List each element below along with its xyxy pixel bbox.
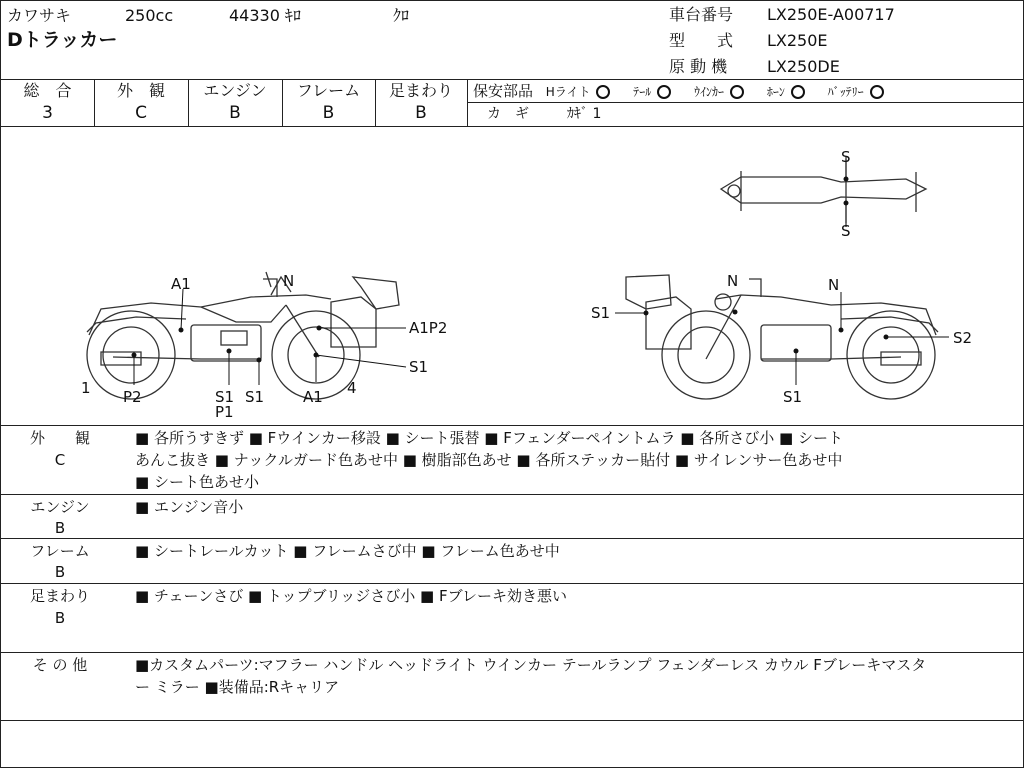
leader-lines [134, 159, 949, 385]
mark-n-front: N [727, 272, 739, 290]
mark-1: 1 [81, 379, 91, 397]
mark-p1: P1 [215, 403, 234, 421]
mark-s1-right: S1 [409, 358, 429, 376]
frame-no: LX250E-A00717 [767, 5, 895, 24]
remark-frame-label: フレーム [30, 542, 90, 560]
mark-4: 4 [347, 379, 357, 397]
frame-grade: B [322, 103, 335, 123]
remark-exterior-label: 外 観 [29, 429, 90, 447]
remark-exterior-grade: C [54, 451, 66, 469]
divider [1, 79, 1023, 80]
headlight-label: Hライト [545, 85, 591, 99]
mark-p2: P2 [123, 388, 142, 406]
damage-diagram [1, 127, 1023, 425]
remark-suspension-label: 足まわり [29, 587, 90, 605]
remark-engine-grade: B [54, 519, 66, 537]
engine-label: 原 動 機 [669, 57, 728, 76]
mark-s1-a: S1 [215, 388, 235, 406]
mark-s1-cowl: S1 [591, 304, 611, 322]
color: ｸﾛ [393, 6, 410, 25]
suspension-grade-label: 足まわり [388, 81, 453, 100]
exterior-label: 外 観 [116, 81, 165, 100]
damage-markers [132, 177, 889, 363]
exterior-grade: C [135, 103, 147, 123]
frame-no-label: 車台番号 [669, 5, 734, 24]
suspension-grade: B [415, 103, 427, 123]
mark-n-left: N [283, 272, 295, 290]
headlight-ok-icon [596, 85, 610, 99]
remark-frame-grade: B [54, 563, 66, 581]
mark-a1-bottom: A1 [303, 388, 323, 406]
remark-exterior-line3: ■ シート色あせ小 [135, 473, 259, 491]
type-value: LX250E [767, 31, 828, 50]
remark-suspension-line1: ■ チェーンさび ■ トップブリッジさび小 ■ Fブレーキ効き悪い [135, 587, 567, 605]
mark-a1p2: A1P2 [409, 319, 448, 337]
mark-a1-top: A1 [171, 275, 191, 293]
frame-grade-label: フレーム [296, 81, 361, 100]
mileage: 44330 ｷﾛ [229, 6, 301, 25]
safety-label: 保安部品 [473, 82, 534, 100]
overall-grade: 3 [42, 103, 53, 123]
winker-ok-icon [730, 85, 744, 99]
engine-grade-label: エンジン [203, 81, 267, 100]
remark-engine-line1: ■ エンジン音小 [135, 498, 244, 516]
engine-value: LX250DE [767, 57, 840, 76]
key-label: カ ギ [487, 106, 529, 122]
top-view-bike-icon [721, 157, 926, 227]
engine-grade: B [229, 103, 241, 123]
maker: カワサキ [7, 6, 72, 25]
remark-exterior-line1: ■ 各所うすきず ■ Fウインカー移設 ■ シート張替 ■ Fフェンダーペイントムラ ■ 各所さび小 ■ シート [135, 429, 843, 447]
model-name: Dトラッカー [7, 29, 118, 51]
mark-n-engine: N [828, 276, 840, 294]
mark-s1-b: S1 [245, 388, 265, 406]
battery-label: ﾊﾞｯﾃﾘｰ [827, 85, 864, 99]
overall-label: 総 合 [23, 81, 72, 100]
mark-s2: S2 [953, 329, 973, 347]
safety-parts [473, 84, 884, 99]
mark-top-s-lower: S [841, 222, 851, 240]
remark-exterior-line2: あんこ抜き ■ ナックルガード色あせ中 ■ 樹脂部色あせ ■ 各所ステッカー貼付 ■ サイレンサー色あせ中 [135, 451, 843, 469]
remark-other-line1: ■カスタムパーツ:マフラー ハンドル ヘッドライト ウインカー テールランプ フェンダーレス カウル Fブレーキマスタ [135, 656, 927, 674]
remark-other-label: そ の 他 [32, 656, 88, 674]
mark-s1-bottom: S1 [783, 388, 803, 406]
type-label: 型 式 [669, 31, 734, 50]
remark-suspension-grade: B [54, 609, 66, 627]
tail-ok-icon [657, 85, 671, 99]
horn-label: ﾎｰﾝ [766, 85, 785, 99]
winker-label: ｳｲﾝｶｰ [694, 85, 725, 99]
remark-engine-label: エンジン [30, 498, 90, 516]
displacement: 250cc [125, 6, 174, 25]
mark-top-s-upper: S [841, 148, 851, 166]
horn-ok-icon [791, 85, 805, 99]
remark-other-line2: ー ミラー ■装備品:Rキャリア [135, 678, 340, 696]
remark-frame-line1: ■ シートレールカット ■ フレームさび中 ■ フレーム色あせ中 [135, 542, 560, 560]
key-value: ｶｷﾞ 1 [567, 106, 602, 122]
tail-label: ﾃｰﾙ [633, 85, 652, 99]
battery-ok-icon [870, 85, 884, 99]
